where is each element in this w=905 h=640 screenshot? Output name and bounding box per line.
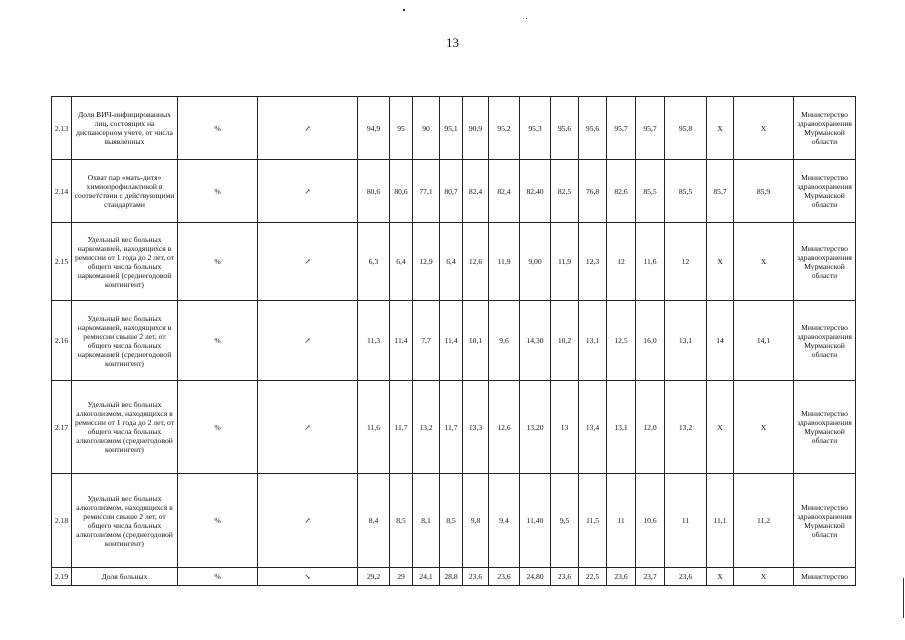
value-cell: 82,4 (463, 160, 489, 223)
value-cell: 22,5 (579, 568, 607, 586)
indicator-name-cell: Доля больных (72, 568, 178, 586)
value-cell: 11,40 (520, 474, 551, 568)
table-row (52, 381, 856, 474)
value-cell: 95,7 (636, 97, 665, 160)
value-cell: 9,5 (551, 474, 579, 568)
value-cell: 82,4 (489, 160, 520, 223)
value-cell: 12,6 (463, 223, 489, 301)
value-cell: 24,1 (413, 568, 440, 586)
value-cell: 80,7 (440, 160, 463, 223)
value-cell: 12,3 (579, 223, 607, 301)
value-cell: 90,9 (463, 97, 489, 160)
value-cell: Х (734, 568, 794, 586)
value-cell: 9,4 (489, 474, 520, 568)
value-cell: 11,4 (390, 301, 413, 381)
row-number-cell: 2.17 (52, 381, 72, 474)
value-cell: 82,40 (520, 160, 551, 223)
table-row (52, 223, 856, 301)
table-row (52, 301, 856, 381)
value-cell: 13,2 (665, 381, 707, 474)
value-cell: 23,6 (551, 568, 579, 586)
value-cell: 13,1 (665, 301, 707, 381)
responsible-ministry-cell: Министерство здравоохранения Мурманской области (794, 474, 856, 568)
value-cell: 11,2 (734, 474, 794, 568)
row-number-cell: 2.16 (52, 301, 72, 381)
value-cell: 11,4 (440, 301, 463, 381)
value-cell: 13,3 (463, 381, 489, 474)
value-cell: 14,30 (520, 301, 551, 381)
value-cell: 95,6 (551, 97, 579, 160)
value-cell: 12 (607, 223, 636, 301)
value-cell: 85,5 (665, 160, 707, 223)
value-cell: 23,6 (665, 568, 707, 586)
value-cell: 95,3 (520, 97, 551, 160)
unit-cell: % (178, 160, 258, 223)
table-body (52, 97, 856, 586)
trend-arrow-icon: ↗ (258, 160, 358, 223)
value-cell: 6,4 (390, 223, 413, 301)
value-cell: 12,6 (489, 381, 520, 474)
value-cell: 90 (413, 97, 440, 160)
value-cell: 23,6 (607, 568, 636, 586)
value-cell: 13,1 (579, 301, 607, 381)
value-cell: 85,5 (636, 160, 665, 223)
value-cell: 12,9 (413, 223, 440, 301)
table-row (52, 97, 856, 160)
value-cell: 11 (607, 474, 636, 568)
row-number-cell: 2.19 (52, 568, 72, 586)
value-cell: 85,7 (707, 160, 734, 223)
value-cell: 9,6 (489, 301, 520, 381)
value-cell: 11,9 (551, 223, 579, 301)
indicator-name-cell: Удельный вес больных наркоманией, находящихся в ремиссии от 1 года до 2 лет, от общего числа больных наркоманией (среднегодовой контингент) (72, 223, 178, 301)
unit-cell: % (178, 301, 258, 381)
trend-arrow-icon: ↗ (258, 381, 358, 474)
value-cell: 12,0 (636, 381, 665, 474)
row-number-cell: 2.15 (52, 223, 72, 301)
value-cell: 13,4 (579, 381, 607, 474)
value-cell: Х (734, 223, 794, 301)
page-number: 13 (446, 35, 459, 50)
indicator-name-cell: Удельный вес больных алкоголизмом, находящихся в ремиссии свыше 2 лет, от общего числа больных алкоголизмом (среднегодовой контингент) (72, 474, 178, 568)
value-cell: 14,1 (734, 301, 794, 381)
value-cell: 80,6 (358, 160, 390, 223)
responsible-ministry-cell: Министерство здравоохранения Мурманской области (794, 301, 856, 381)
value-cell: 95,1 (440, 97, 463, 160)
value-cell: 95,6 (579, 97, 607, 160)
indicator-name-cell: Удельный вес больных алкоголизмом, находящихся в ремиссии от 1 года до 2 лет, от общего числа больных алкоголизмом (среднегодовой контингент) (72, 381, 178, 474)
value-cell: Х (707, 223, 734, 301)
value-cell: 11,7 (390, 381, 413, 474)
value-cell: 11,6 (636, 223, 665, 301)
row-number-cell: 2.14 (52, 160, 72, 223)
value-cell: 23,7 (636, 568, 665, 586)
value-cell: 95 (390, 97, 413, 160)
indicator-name-cell: Доля ВИЧ-инфицированных лиц, состоящих на диспансерном учете, от числа выявленных (72, 97, 178, 160)
indicator-name-cell: Охват пар «мать-дитя» химиопрофилактикой в соответствии с действующими стандартами (72, 160, 178, 223)
value-cell: 23,6 (463, 568, 489, 586)
value-cell: 16,0 (636, 301, 665, 381)
value-cell: 76,8 (579, 160, 607, 223)
value-cell: 11,9 (489, 223, 520, 301)
table-row (52, 474, 856, 568)
table-row (52, 160, 856, 223)
value-cell: 11,7 (440, 381, 463, 474)
value-cell: 6,4 (440, 223, 463, 301)
responsible-ministry-cell: Министерство здравоохранения Мурманской области (794, 160, 856, 223)
value-cell: 95,2 (489, 97, 520, 160)
value-cell: 9,00 (520, 223, 551, 301)
indicator-name-cell: Удельный вес больных наркоманией, находящихся в ремиссии свыше 2 лет, от общего числа больных наркоманией (среднегодовой контингент) (72, 301, 178, 381)
responsible-ministry-cell: Министерство здравоохранения Мурманской области (794, 381, 856, 474)
value-cell: 85,9 (734, 160, 794, 223)
indicator-table (51, 96, 856, 586)
trend-arrow-icon: ↗ (258, 301, 358, 381)
value-cell: 82,5 (551, 160, 579, 223)
responsible-ministry-cell: Министерство (794, 568, 856, 586)
value-cell: 6,3 (358, 223, 390, 301)
value-cell: 24,80 (520, 568, 551, 586)
value-cell: 95,8 (665, 97, 707, 160)
unit-cell: % (178, 223, 258, 301)
value-cell: 94,9 (358, 97, 390, 160)
value-cell: 80,6 (390, 160, 413, 223)
value-cell: 95,7 (607, 97, 636, 160)
value-cell: 11,1 (707, 474, 734, 568)
value-cell: 10,6 (636, 474, 665, 568)
unit-cell: % (178, 381, 258, 474)
value-cell: 82,6 (607, 160, 636, 223)
trend-arrow-icon: ↗ (258, 223, 358, 301)
value-cell: 7,7 (413, 301, 440, 381)
value-cell: 12 (665, 223, 707, 301)
trend-arrow-icon: ↗ (258, 474, 358, 568)
value-cell: 23,6 (489, 568, 520, 586)
value-cell: 11,5 (579, 474, 607, 568)
value-cell: 11,3 (358, 301, 390, 381)
value-cell: 13,2 (413, 381, 440, 474)
table-row (52, 568, 856, 586)
value-cell: 13,20 (520, 381, 551, 474)
value-cell: Х (707, 381, 734, 474)
trend-arrow-icon: ↗ (258, 97, 358, 160)
value-cell: 8,1 (413, 474, 440, 568)
unit-cell: % (178, 568, 258, 586)
value-cell: 28,8 (440, 568, 463, 586)
value-cell: 77,1 (413, 160, 440, 223)
value-cell: 13 (551, 381, 579, 474)
value-cell: 8,5 (440, 474, 463, 568)
unit-cell: % (178, 97, 258, 160)
value-cell: Х (707, 97, 734, 160)
value-cell: 29,2 (358, 568, 390, 586)
value-cell: 13,1 (607, 381, 636, 474)
row-number-cell: 2.18 (52, 474, 72, 568)
unit-cell: % (178, 474, 258, 568)
value-cell: 11,6 (358, 381, 390, 474)
value-cell: 10,2 (551, 301, 579, 381)
value-cell: Х (707, 568, 734, 586)
value-cell: 8,4 (358, 474, 390, 568)
value-cell: 11 (665, 474, 707, 568)
value-cell: 29 (390, 568, 413, 586)
value-cell: 8,5 (390, 474, 413, 568)
row-number-cell: 2.13 (52, 97, 72, 160)
value-cell: 14 (707, 301, 734, 381)
value-cell: Х (734, 97, 794, 160)
value-cell: Х (734, 381, 794, 474)
responsible-ministry-cell: Министерство здравоохранения Мурманской области (794, 223, 856, 301)
value-cell: 10,1 (463, 301, 489, 381)
trend-arrow-icon: ↘ (258, 568, 358, 586)
value-cell: 9,8 (463, 474, 489, 568)
responsible-ministry-cell: Министерство здравоохранения Мурманской области (794, 97, 856, 160)
value-cell: 12,5 (607, 301, 636, 381)
